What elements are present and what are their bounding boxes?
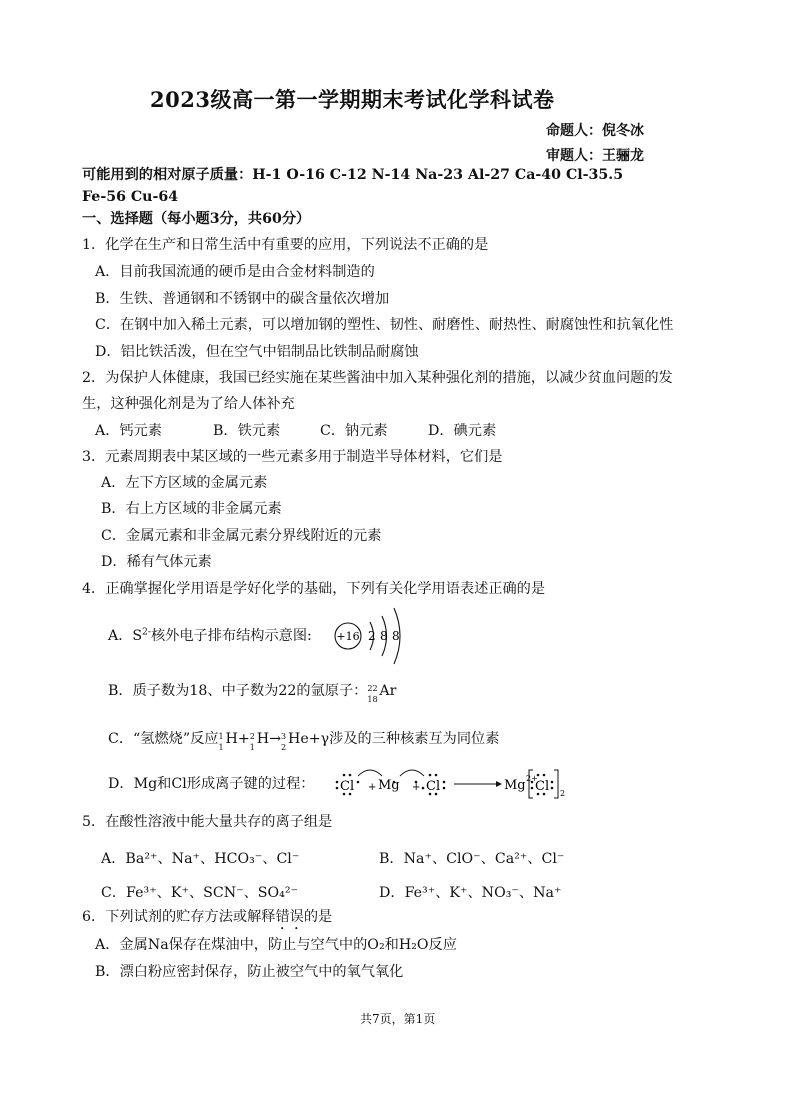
chlorine-atom-left: Cl	[340, 779, 355, 794]
q6-stem-emphasis: 错误	[275, 909, 304, 925]
q4-a-charge: 2-	[142, 627, 151, 638]
q4-option-a	[108, 626, 312, 646]
atomic-masses-line1: 可能用到的相对原子质量：H-1 O-16 C-12 N-14 Na-23 Al-27 Ca-40 Cl-35.5	[82, 167, 624, 183]
q4-b-text: B．质子数为18、中子数为22的氩原子：	[108, 683, 368, 699]
h2-atomic: 1	[249, 743, 255, 752]
argon-symbol: Ar	[379, 683, 397, 699]
exam-title: 2023级高一第一学期期末考试化学科试卷	[150, 87, 555, 112]
he-notation	[281, 729, 288, 752]
setter-name: 命题人：倪冬冰	[546, 123, 644, 139]
plus-sign-left: +	[368, 782, 377, 793]
q4-c-arrow: →	[269, 731, 282, 747]
h2-notation	[249, 729, 257, 752]
q5-option-c: C．Fe³⁺、K⁺、SCN⁻、SO₄²⁻	[101, 885, 299, 901]
q1-stem: 1．化学在生产和日常生活中有重要的应用，下列说法不正确的是	[82, 237, 489, 253]
chloride-subscript: 2	[560, 789, 566, 798]
reaction-arrow-head	[496, 781, 502, 787]
atomic-masses-line2: Fe-56 Cu-64	[82, 189, 179, 205]
argon-isotope-notation	[367, 681, 379, 704]
q4-option-d: D．Mg和Cl形成离子键的过程：	[108, 776, 315, 792]
he-atomic: 2	[281, 743, 287, 752]
q6-stem-suffix: 的是	[303, 909, 333, 925]
q6-option-a: A．金属Na保存在煤油中，防止与空气中的O₂和H₂O反应	[95, 937, 457, 953]
electron-transfer-arrow-right	[400, 770, 424, 776]
q4-c-he: He+γ	[288, 731, 330, 747]
magnesium-ion: Mg	[504, 778, 526, 793]
q4-c-h1: H+	[225, 731, 250, 747]
nucleus-charge: +16	[336, 630, 360, 643]
h2-mass: 2	[249, 732, 255, 741]
q5-option-d: D．Fe³⁺、K⁺、NO₃⁻、Na⁺	[379, 885, 562, 901]
he-mass: 3	[281, 732, 287, 741]
page-footer: 共7页，第1页	[360, 1012, 436, 1026]
q1-option-c: C．在钢中加入稀土元素，可以增加钢的塑性、韧性、耐磨性、耐热性、耐腐蚀性和抗氧化性	[95, 317, 674, 333]
q3-option-d: D．稀有气体元素	[101, 554, 212, 570]
h1-mass: 1	[218, 732, 224, 741]
q2-option-b: B．铁元素	[213, 423, 281, 439]
argon-mass-number: 22	[367, 684, 378, 693]
q4-a-prefix: A．S	[108, 628, 143, 644]
q4-option-b	[108, 681, 397, 704]
q4-stem: 4．正确掌握化学用语是学好化学的基础，下列有关化学用语表述正确的是	[82, 581, 546, 597]
ionic-bond-formation-diagram	[330, 762, 590, 804]
argon-atomic-number: 18	[367, 695, 378, 704]
electron-transfer-arrow-left	[358, 770, 382, 776]
shell-3-electrons: 8	[392, 629, 400, 643]
reviewer-name: 审题人：王骊龙	[546, 148, 644, 164]
q1-option-a: A．目前我国流通的硬币是由合金材料制造的	[95, 264, 375, 280]
q2-stem-line2: 生，这种强化剂是为了给人体补充	[82, 396, 295, 412]
sulfur-ion-shell-diagram	[330, 604, 420, 666]
q5-option-a: A．Ba²⁺、Na⁺、HCO₃⁻、Cl⁻	[101, 851, 300, 867]
q3-option-c: C．金属元素和非金属元素分界线附近的元素	[101, 528, 382, 544]
q4-option-c	[108, 729, 500, 752]
q4-c-h2: H	[256, 731, 270, 747]
h1-atomic: 1	[218, 743, 224, 752]
q2-option-c: C．钠元素	[320, 423, 388, 439]
shell-2-electrons: 8	[380, 629, 388, 643]
q4-c-text2: 涉及的三种核素互为同位素	[329, 731, 500, 747]
q5-option-b: B．Na⁺、ClO⁻、Ca²⁺、Cl⁻	[379, 851, 565, 867]
q1-option-d: D．铝比铁活泼，但在空气中铝制品比铁制品耐腐蚀	[95, 344, 419, 360]
bracket-right	[554, 770, 558, 798]
q5-stem: 5．在酸性溶液中能大量共存的离子组是	[82, 814, 333, 830]
chlorine-atom-right: Cl	[426, 779, 441, 794]
section-heading: 一、选择题（每小题3分，共60分）	[82, 211, 311, 227]
q6-option-b: B．漂白粉应密封保存，防止被空气中的氧气氧化	[95, 964, 404, 980]
q3-stem: 3．元素周期表中某区域的一些元素多用于制造半导体材料，它们是	[82, 449, 503, 465]
q2-option-d: D．碘元素	[428, 423, 497, 439]
q6-stem	[82, 907, 332, 933]
shell-1-electrons: 2	[368, 629, 376, 643]
q1-option-b: B．生铁、普通钢和不锈钢中的碳含量依次增加	[95, 291, 390, 307]
q2-stem-line1: 2．为保护人体健康，我国已经实施在某些酱油中加入某种强化剂的措施，以减少贫血问题的发	[82, 370, 673, 386]
magnesium-atom: Mg	[378, 778, 400, 793]
h1-notation	[218, 729, 226, 752]
q2-option-a: A．钙元素	[95, 423, 162, 439]
plus-sign-right: +	[412, 782, 421, 793]
q4-a-text: 核外电子排布结构示意图:	[150, 628, 312, 644]
chloride-ion: Cl	[535, 779, 550, 794]
q3-option-b: B．右上方区域的非金属元素	[101, 501, 282, 517]
q4-c-text1: C．“氢燃烧”反应	[108, 731, 219, 747]
q3-option-a: A．左下方区域的金属元素	[101, 475, 268, 491]
magnesium-ion-charge: 2+	[526, 774, 538, 783]
q6-stem-prefix: 6．下列试剂的贮存方法或解释	[82, 909, 276, 925]
